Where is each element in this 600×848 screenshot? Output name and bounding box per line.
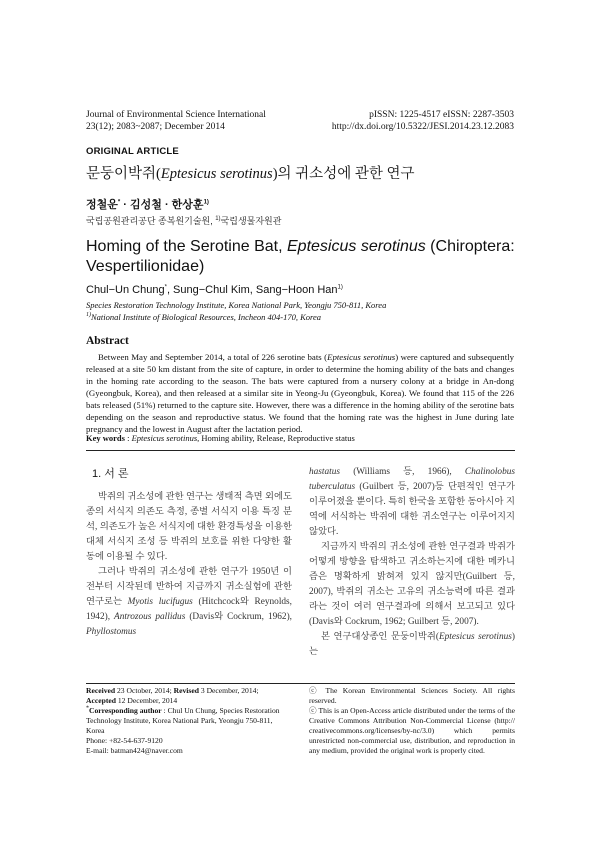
intro-paragraph: 본 연구대상종인 문둥이박쥐(Eptesicus serotinus)는	[309, 632, 516, 657]
korean-title: 문둥이박쥐(Eptesicus serotinus)의 귀소성에 관한 연구	[86, 166, 415, 182]
corresponding-author: *Corresponding author : Chul Un Chung, Species Restoration Technology Institute, Korea National Park, Yeongju 750-811, Korea	[86, 705, 280, 735]
footer-license	[309, 686, 515, 756]
korean-authors: 정철운* · 김성철 · 한상훈$^{1)}$	[86, 199, 209, 211]
abstract-body: Between May and September 2014, a total of 226 serotine bats (Eptesicus serotinus) were captured and subsequently released at a site 50 km distant from the site of capture, in order to determine the homing ability of the bats and changes in the homing rate according to the season. The bats were captured from a nursery colony at a bridge in An-dong (Gyeongbuk, Korea), and then released at a similar site in Yeong-Ju (Gyeongbuk, Korea). We found that 115 of the 226 bats released (51%) returned to the capture site. However, there was a difference in the homing ability of the serotine bats depending on the season and reproductive status. We found that the homing rate was the highest in June during late pregnancy and the lowest in August after the lactation period.	[86, 352, 514, 434]
journal-volume: 23(12); 2083~2087; December 2014	[86, 122, 225, 132]
english-title: Homing of the Serotine Bat, Eptesicus serotinus (Chiroptera: Vespertilionidae)	[86, 238, 515, 275]
doi-link[interactable]: http://dx.doi.org/10.5322/JESI.2014.23.12.2083	[331, 122, 514, 132]
abstract-heading: Abstract	[86, 335, 129, 347]
journal-identifiers	[300, 109, 514, 133]
email[interactable]: E-mail: batman424@naver.com	[86, 746, 183, 755]
affiliation-1: Species Restoration Technology Institute, Korea National Park, Yeongju 750-811, Korea	[86, 300, 387, 310]
journal-name: Journal of Environmental Science International	[86, 110, 266, 120]
section-heading-introduction: 1. 서 론	[92, 468, 129, 480]
footer-divider	[86, 683, 515, 684]
issn: pISSN: 1225-4517 eISSN: 2287-3503	[369, 110, 514, 120]
footer-history	[86, 686, 291, 756]
abstract-divider	[86, 450, 515, 451]
received-date: Received 23 October, 2014; Revised 3 December, 2014;	[86, 686, 259, 695]
english-title-species: Eptesicus serotinus	[287, 238, 426, 255]
abstract-species: Eptesicus serotinus	[327, 352, 396, 362]
article-type: ORIGINAL ARTICLE	[86, 146, 179, 157]
intro-right-column	[309, 465, 515, 660]
copyright-notice: ⓒ The Korean Environmental Sciences Society. All rights reserved.	[309, 686, 515, 705]
intro-left-column	[86, 490, 292, 640]
intro-paragraph: 지금까지 박쥐의 귀소성에 관한 연구결과 박쥐가 어떻게 방향을 탐색하고 귀소하는지에 대한 메카니즘은 명확하게 밝혀져 있지 않지만(Guilbert 등, 2007), 박쥐의 귀소는 고유의 귀소능력에 따른 결과라는 것이 여러 연구결과에 의해서 보고되고 있다(Davis와 Cockrum, 1962; Guilbert 등, 2007).	[309, 542, 515, 627]
affiliation-2: $^{1)}$National Institute of Biological Resources, Incheon 404-170, Korea	[86, 312, 322, 322]
keywords-label: Key words	[86, 433, 125, 443]
english-authors: Chul−Un Chung*, Sung−Chul Kim, Sang−Hoon Han$^{1)}$	[86, 284, 343, 296]
intro-paragraph: 그러나 박쥐의 귀소성에 관한 연구가 1950년 이전부터 시작된데 반하여 지금까지 귀소실험에 관한 연구로는 Myotis lucifugus (Hitchcock와 Reynolds, 1942), Antrozous pallidus (Davis와 Cockrum, 1962), Phyllostomus	[86, 567, 292, 637]
license-notice: ⓒ This is an Open-Access article distributed under the terms of the Creative Commons Attribution Non-Commercial License (http:// creativecommons.org/licenses/by-nc/3.0) which permits unrestricted non-commercial use, distribution, and reproduction in any medium, provided the original work is properly cited.	[309, 706, 515, 755]
keywords: Key words : Eptesicus serotinus, Homing ability, Release, Reproductive status	[86, 433, 355, 443]
intro-paragraph: 박쥐의 귀소성에 관한 연구는 생태적 측면 외에도 종의 서식지 의존도 측정, 종별 서식지 이용 특징 분석, 의존도가 높은 서식지에 대한 환경특성을 이용한 대체 서식지 조성 등 박쥐의 보호를 위한 다양한 활동에 이용될 수 있다.	[86, 492, 292, 562]
korean-title-species: Eptesicus serotinus	[160, 166, 273, 182]
phone: Phone: +82-54-637-9120	[86, 736, 163, 745]
english-affiliations	[86, 299, 516, 323]
intro-paragraph: hastatus (Williams 등, 1966), Chalinolobus tuberculatus (Guilbert 등, 2007)등 단편적인 연구가 이루어졌을 뿐이다. 특히 한국을 포함한 동아시아 지역에 서식하는 박쥐에 대한 귀소연구는 이루어지지 않았다.	[309, 467, 515, 537]
korean-affiliation: 국립공원관리공단 종복원기술원, $^{1)}$국립생물자원관	[86, 216, 282, 226]
accepted-date: Accepted 12 December, 2014	[86, 696, 178, 705]
